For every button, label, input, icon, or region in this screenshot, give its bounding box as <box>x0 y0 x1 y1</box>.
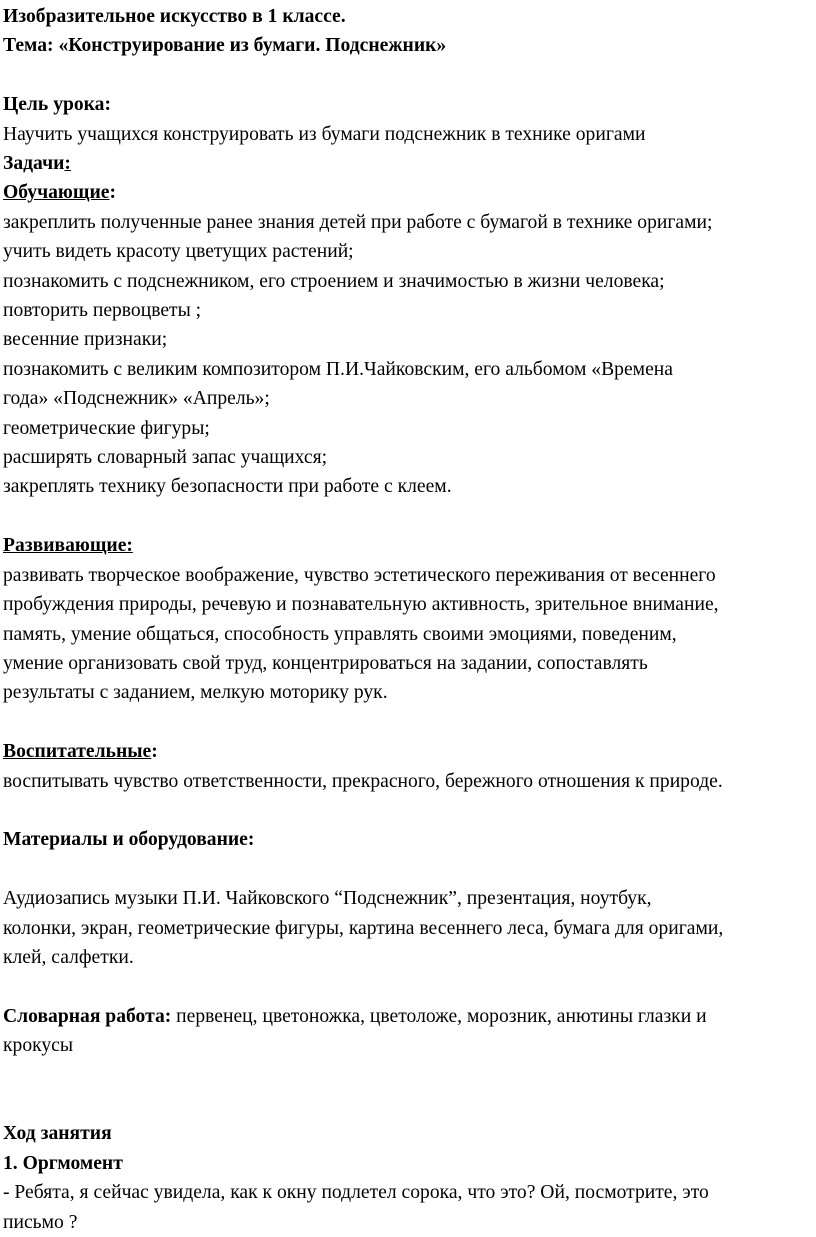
vocabulary-line-2: крокусы <box>3 1035 74 1057</box>
educational-item: учить видеть красоту цветущих растений; <box>3 241 354 263</box>
dialogue-line: письмо ? <box>3 1211 78 1233</box>
educational-item: познакомить с великим композитором П.И.Чайковским, его альбомом «Времена <box>3 358 673 380</box>
educational-item: года» «Подснежник» «Апрель»; <box>3 388 270 410</box>
developmental-line: память, умение общаться, способность управлять своими эмоциями, поведеним, <box>3 623 677 645</box>
educational-item: закреплить полученные ранее знания детей при работе с бумагой в технике оригами; <box>3 211 713 233</box>
materials-heading: Материалы и оборудование: <box>3 829 255 851</box>
upbringing-text: воспитывать чувство ответственности, прекрасного, бережного отношения к природе. <box>3 770 723 792</box>
lesson-topic: Тема: «Конструирование из бумаги. Подснежник» <box>3 35 447 57</box>
spacer <box>3 708 816 737</box>
spacer <box>3 796 816 825</box>
upbringing-heading-colon: : <box>151 741 158 763</box>
developmental-line: результаты с заданием, мелкую моторику рук. <box>3 682 388 704</box>
educational-item: повторить первоцветы ; <box>3 300 202 322</box>
dialogue-line: - Ребята, я сейчас увидела, как к окну подлетел сорока, что это? Ой, посмотрите, это <box>3 1182 709 1204</box>
educational-item: расширять словарный запас учащихся; <box>3 447 328 469</box>
developmental-heading: Развивающие: <box>3 535 133 557</box>
tasks-heading-word: Задачи <box>3 153 65 175</box>
educational-heading <box>3 178 816 207</box>
tasks-heading <box>3 149 816 178</box>
spacer <box>3 972 816 1001</box>
spacer <box>3 855 816 884</box>
educational-item: геометрические фигуры; <box>3 417 210 439</box>
spacer <box>3 61 816 90</box>
spacer <box>3 502 816 531</box>
educational-heading-word: Обучающие <box>3 182 110 204</box>
upbringing-heading <box>3 737 816 766</box>
materials-line: клей, салфетки. <box>3 946 134 968</box>
developmental-line: развивать творческое воображение, чувство эстетического переживания от весеннего <box>3 564 716 586</box>
subject-title: Изобразительное искусство в 1 классе. <box>3 6 346 27</box>
lesson-progress-heading: Ход занятия <box>3 1123 112 1145</box>
step-heading: 1. Оргмомент <box>3 1152 123 1174</box>
educational-item: весенние признаки; <box>3 329 168 351</box>
vocabulary-line <box>3 1002 816 1031</box>
spacer <box>3 1090 816 1119</box>
educational-item: познакомить с подснежником, его строением и значимостью в жизни человека; <box>3 270 665 292</box>
goal-text: Научить учащихся конструировать из бумаги подснежник в технике оригами <box>3 123 646 145</box>
goal-heading: Цель урока: <box>3 94 111 116</box>
vocabulary-text: первенец, цветоножка, цветоложе, морозник, анютины глазки и <box>171 1005 707 1027</box>
educational-heading-colon: : <box>109 182 116 204</box>
developmental-line: пробуждения природы, речевую и познавательную активность, зрительное внимание, <box>3 594 719 616</box>
spacer <box>3 1061 816 1090</box>
upbringing-heading-word: Воспитательные <box>3 741 152 763</box>
developmental-line: умение организовать свой труд, концентрироваться на задании, сопоставлять <box>3 652 648 674</box>
materials-line: колонки, экран, геометрические фигуры, картина весеннего леса, бумага для оригами, <box>3 917 724 939</box>
vocabulary-heading: Словарная работа: <box>3 1005 172 1027</box>
tasks-heading-colon: : <box>64 153 71 175</box>
educational-item: закреплять технику безопасности при работе с клеем. <box>3 476 452 498</box>
materials-line: Аудиозапись музыки П.И. Чайковского “Подснежник”, презентация, ноутбук, <box>3 888 652 910</box>
